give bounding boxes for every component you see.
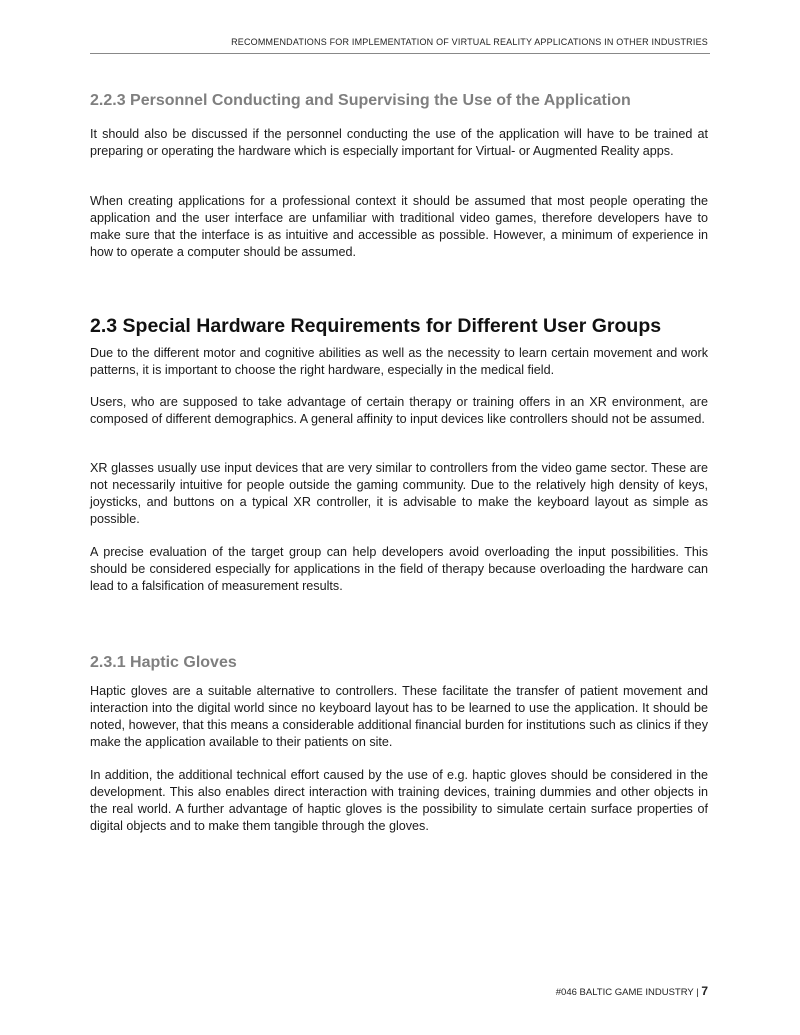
section-heading-2-3: 2.3 Special Hardware Requirements for Different User Groups [90, 315, 662, 337]
paragraph: Haptic gloves are a suitable alternative to controllers. These facilitate the transfer of patient movement and interaction into the digital world since no keyboard layout has to be learned to use the application. It should be noted, however, that this means a considerable additional financial burden for institutions such as clinics if they make the application available to their patients on site. [90, 684, 708, 749]
running-header: RECOMMENDATIONS FOR IMPLEMENTATION OF VIRTUAL REALITY APPLICATIONS IN OTHER INDUSTRIES [231, 37, 708, 47]
paragraph: Users, who are supposed to take advantage of certain therapy or training offers in an XR environment, are composed of different demographics. A general affinity to input devices like controllers should not be assumed. [90, 395, 708, 426]
paragraph: When creating applications for a professional context it should be assumed that most people operating the application and the user interface are unfamiliar with traditional video games, therefore developers have to make sure that the interface is as intuitive and accessible as possible. However, a minimum of experience in how to operate a computer should be assumed. [90, 194, 708, 259]
section-heading-2-2-3: 2.2.3 Personnel Conducting and Supervising the Use of the Application [90, 92, 631, 109]
paragraph: A precise evaluation of the target group can help developers avoid overloading the input possibilities. This should be considered especially for applications in the field of therapy because overloading the hardware can lead to a falsification of measurement results. [90, 545, 708, 593]
paragraph: Due to the different motor and cognitive abilities as well as the necessity to learn certain movement and work patterns, it is important to choose the right hardware, especially in the medical field. [90, 346, 708, 377]
section-heading-2-3-1: 2.3.1 Haptic Gloves [90, 654, 237, 671]
paragraph: XR glasses usually use input devices that are very similar to controllers from the video game sector. These are not necessarily intuitive for people outside the gaming community. Due to the relatively high density of keys, joysticks, and buttons on a typical XR controller, it is advisable to make the keyboard layout as simple as possible. [90, 461, 708, 526]
page-number: 7 [701, 984, 708, 998]
paragraph: In addition, the additional technical effort caused by the use of e.g. haptic gloves should be considered in the development. This also enables direct interaction with training devices, training dummies and other objects in the real world. A further advantage of haptic gloves is the possibility to simulate certain surface properties of digital objects and to make them tangible through the gloves. [90, 768, 708, 833]
footer-separator: | [696, 987, 699, 998]
header-rule [90, 53, 710, 54]
page-footer [556, 984, 708, 998]
footer-publication: #046 BALTIC GAME INDUSTRY [555, 987, 694, 998]
paragraph: It should also be discussed if the personnel conducting the use of the application will have to be trained at preparing or operating the hardware which is especially important for Virtual- or Augmented Reality apps. [90, 127, 708, 158]
